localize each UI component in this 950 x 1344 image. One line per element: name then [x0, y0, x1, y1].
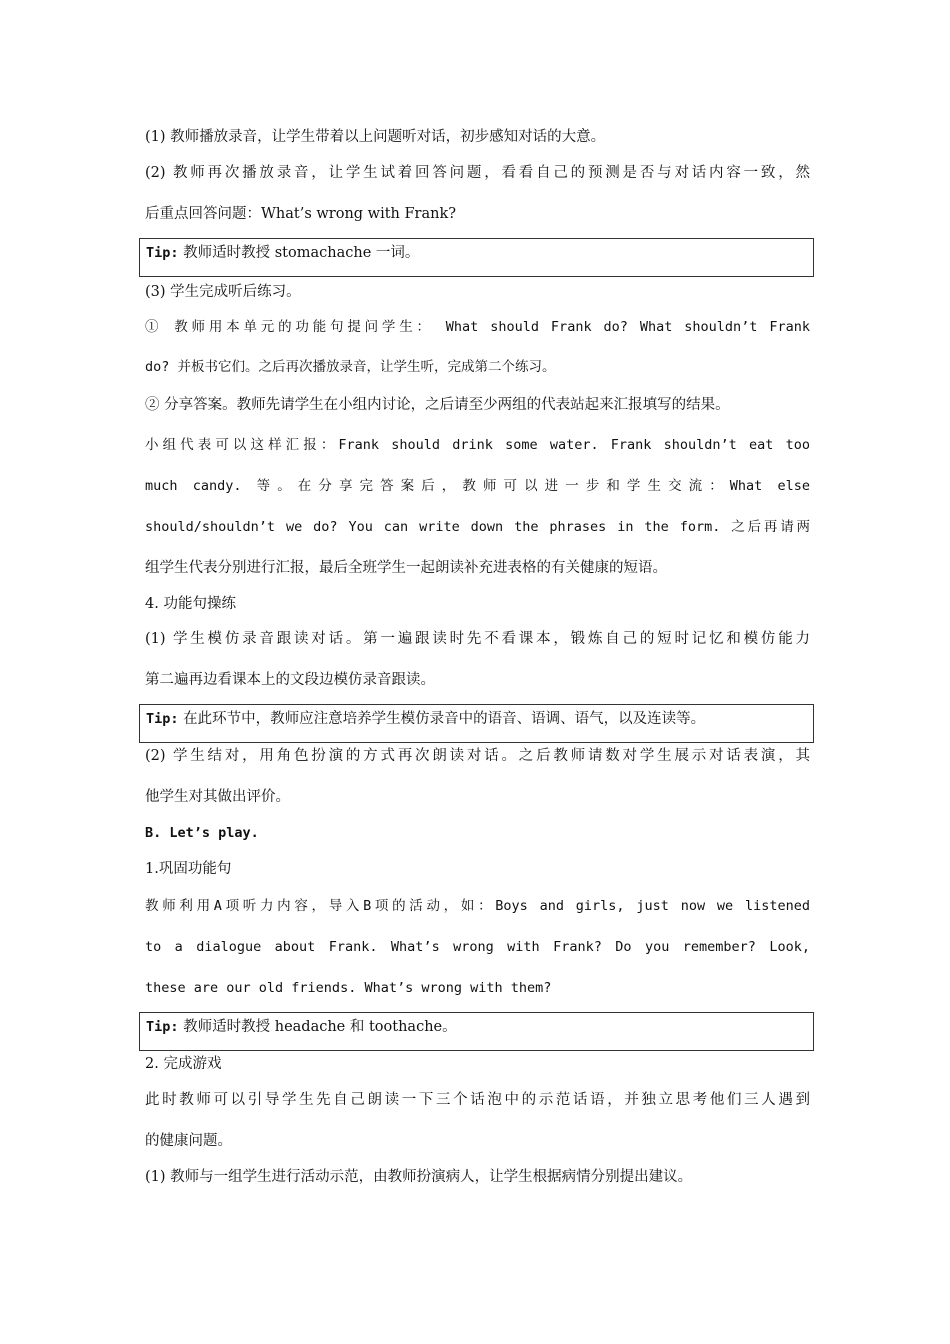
tip-text: 在此环节中，教师应注意培养学生模仿录音中的语音、语调、语气，以及连读等。	[183, 711, 706, 727]
text-line: (1) 教师与一组学生进行活动示范，由教师扮演病人，让学生根据病情分别提出建议。	[145, 1169, 693, 1185]
text-line: 后重点回答问题：What’s wrong with Frank?	[145, 206, 457, 222]
text-line: 2. 完成游戏	[145, 1056, 222, 1072]
tip-text: 教师适时教授 stomachache 一词。	[183, 245, 420, 261]
text-line: 小组代表可以这样汇报：Frank should drink some water. Frank shouldn’t eat too	[145, 437, 810, 453]
text-line: ① 教师用本单元的功能句提问学生： What should Frank do? What shouldn’t Frank	[145, 319, 810, 335]
text-line: (1) 教师播放录音，让学生带着以上问题听对话，初步感知对话的大意。	[145, 129, 606, 145]
text-line: ② 分享答案。教师先请学生在小组内讨论，之后请至少两组的代表站起来汇报填写的结果。	[145, 397, 730, 413]
text-line: (2) 教师再次播放录音，让学生试着回答问题，看看自己的预测是否与对话内容一致，然	[145, 165, 810, 181]
tip-label: Tip:	[146, 711, 179, 727]
text-line: to a dialogue about Frank. What’s wrong with Frank? Do you remember? Look,	[145, 939, 810, 955]
tip-label: Tip:	[146, 245, 179, 261]
text-line: (3) 学生完成听后练习。	[145, 284, 301, 300]
text-line: should/shouldn’t we do? You can write down the phrases in the form. 之后再请两	[145, 519, 810, 535]
text-line: 他学生对其做出评价。	[145, 789, 290, 805]
text-line: 教师利用A项听力内容，导入B项的活动，如：Boys and girls, just now we listened	[145, 898, 810, 914]
text-line: 第二遍再边看课本上的文段边模仿录音跟读。	[145, 672, 435, 688]
text-line: these are our old friends. What’s wrong with them?	[145, 980, 552, 996]
text-line: 1.巩固功能句	[145, 861, 232, 877]
text-line: (2) 学生结对，用角色扮演的方式再次朗读对话。之后教师请数对学生展示对话表演，其	[145, 748, 810, 764]
text-line: 组学生代表分别进行汇报，最后全班学生一起朗读补充进表格的有关健康的短语。	[145, 560, 667, 576]
tip-box	[139, 1012, 814, 1051]
text-line: much candy. 等。在分享完答案后，教师可以进一步和学生交流：What else	[145, 478, 810, 494]
text-line: 的健康问题。	[145, 1133, 232, 1149]
tip-text: 教师适时教授 headache 和 toothache。	[183, 1019, 457, 1035]
text-line: 4. 功能句操练	[145, 596, 236, 612]
section-heading: B. Let’s play.	[145, 825, 259, 841]
text-line: 此时教师可以引导学生先自己朗读一下三个话泡中的示范话语，并独立思考他们三人遇到	[145, 1092, 810, 1108]
tip-box	[139, 704, 814, 743]
tip-label: Tip:	[146, 1019, 179, 1035]
tip-box	[139, 238, 814, 277]
text-line: do? 并板书它们。之后再次播放录音，让学生听，完成第二个练习。	[145, 359, 556, 375]
text-line: (1) 学生模仿录音跟读对话。第一遍跟读时先不看课本，锻炼自己的短时记忆和模仿能力	[145, 631, 810, 647]
